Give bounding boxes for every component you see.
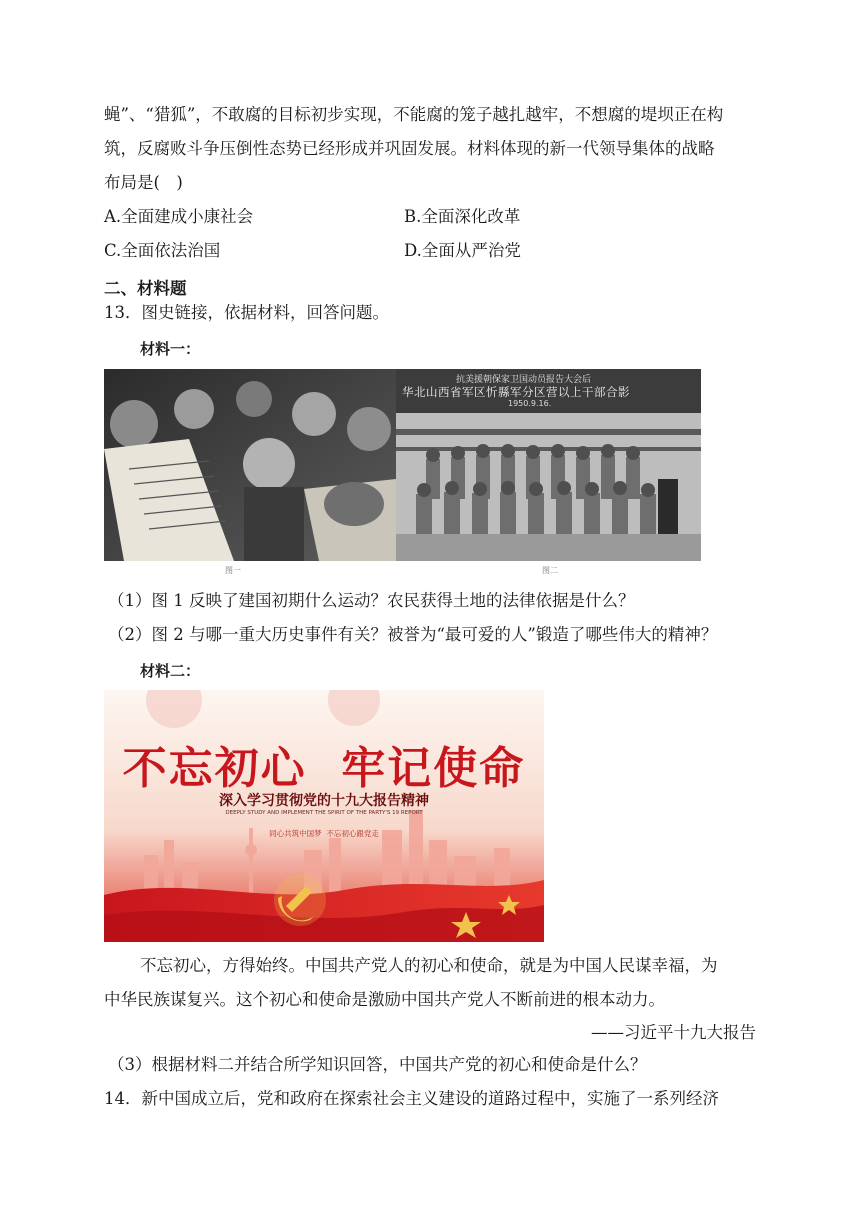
poster-subtitle: 深入学习贯彻党的十九大报告精神 <box>219 793 429 809</box>
question-13-stem: 13．图史链接，依据材料，回答问题。 <box>104 303 389 322</box>
material-1-label: 材料一： <box>140 340 201 358</box>
caption-figure-1: 图一 <box>225 566 241 575</box>
question-14-stem: 14．新中国成立后，党和政府在探索社会主义建设的道路过程中，实施了一系列经济 <box>104 1089 719 1108</box>
question-13-sub-3: （3）根据材料二并结合所学知识回答，中国共产党的初心和使命是什么？ <box>108 1055 647 1074</box>
question-13-sub-2: （2）图 2 与哪一重大历史事件有关？被誉为“最可爱的人”锻造了哪些伟大的精神？ <box>108 625 718 644</box>
caption-figure-2: 图二 <box>542 566 558 575</box>
option-d: D.全面从严治党 <box>404 241 521 260</box>
paragraph-line-1: 蝇”、“猎狐”，不敢腐的目标初步实现，不能腐的笼子越扎越牢，不想腐的堤坝正在构 <box>104 105 724 124</box>
poster-title: 不忘初心 牢记使命 <box>122 743 526 794</box>
quote-line-2: 中华民族谋复兴。这个初心和使命是激励中国共产党人不断前进的根本动力。 <box>104 990 665 1009</box>
photo-banner-date: 1950.9.16. <box>508 399 552 408</box>
question-13-sub-1: （1）图 1 反映了建国初期什么运动？农民获得土地的法律依据是什么？ <box>108 591 635 610</box>
photo-land-reform <box>104 369 396 561</box>
poster-english: DEEPLY STUDY AND IMPLEMENT THE SPIRIT OF THE PARTY'S 19 REPORT <box>225 810 423 816</box>
photo-korean-war-cadres <box>396 369 701 561</box>
poster-slogan: 同心共筑中国梦 不忘初心跟党走 <box>269 829 379 838</box>
poster-image <box>104 690 544 942</box>
photo-banner-line-1: 抗美援朝保家卫国动员报告大会后 <box>456 375 592 385</box>
quote-line-1: 不忘初心，方得始终。中国共产党人的初心和使命，就是为中国人民谋幸福，为 <box>140 956 718 975</box>
option-b: B.全面深化改革 <box>404 207 521 226</box>
section-title: 二、材料题 <box>104 279 187 298</box>
quote-source: ——习近平十九大报告 <box>591 1023 756 1042</box>
option-a: A.全面建成小康社会 <box>104 207 254 226</box>
material-2-label: 材料二： <box>140 662 201 680</box>
photo-banner-line-2: 华北山西省军区忻縣军分区营以上干部合影 <box>402 385 630 399</box>
option-c: C.全面依法治国 <box>104 241 221 260</box>
paragraph-line-3: 布局是( ) <box>104 173 183 192</box>
paragraph-line-2: 筑，反腐败斗争压倒性态势已经形成并巩固发展。材料体现的新一代领导集体的战略 <box>104 139 715 158</box>
